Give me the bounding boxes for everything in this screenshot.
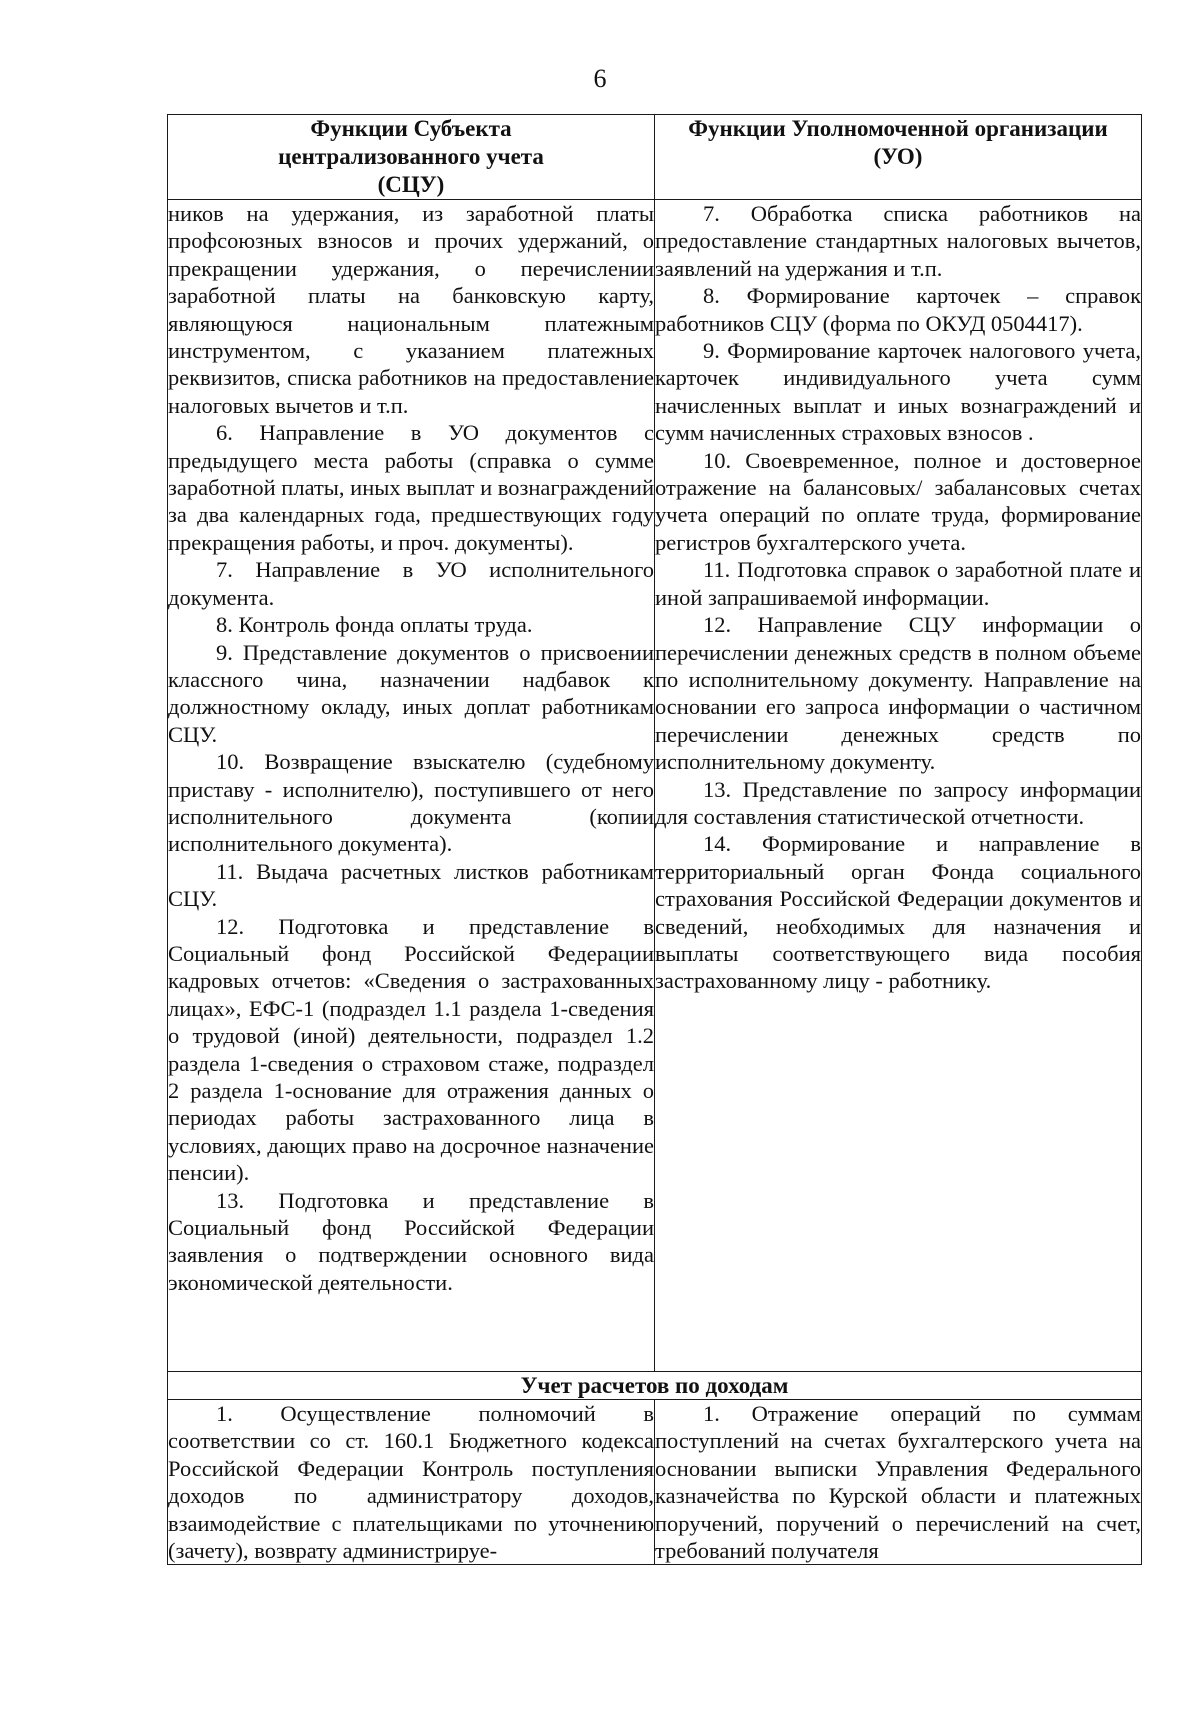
right-cell-income: [655, 1400, 1142, 1565]
left-paragraph: 13. Подготовка и представление в Социальный фонд Российской Федерации заявления о подтверждении основного вида экономической деятельности.: [168, 1187, 654, 1295]
table-row: [168, 1400, 1142, 1565]
header-left: [168, 115, 655, 200]
left-paragraph: 7. Направление в УО исполнительного документа.: [168, 557, 654, 610]
header-left-line: централизованного учета: [278, 144, 544, 169]
right-paragraph: 12. Направление СЦУ информации о перечислении денежных средств в полном объеме по исполнительному документу. Направление на основании его запроса информации о частичном перечислении денежных средств по исполнительному документу.: [655, 612, 1141, 775]
left-paragraph: 11. Выдача расчетных листков работникам СЦУ.: [168, 858, 654, 912]
section-title: Учет расчетов по доходам: [168, 1372, 1142, 1400]
right-paragraph: 13. Представление по запросу информации для составления статистической отчетности.: [655, 776, 1141, 829]
left-cell-payroll: [168, 200, 655, 1372]
header-right: [655, 115, 1142, 200]
header-left-line: Функции Субъекта: [310, 116, 512, 141]
left-paragraph: 6. Направление в УО документов с предыдущего места работы (справка о сумме заработной платы, иных выплат и вознаграждений за два календарных года, предшествующих году прекращения работы, и проч. документы).: [168, 420, 654, 555]
functions-table: [167, 114, 1142, 1565]
table-header-row: [168, 115, 1142, 200]
section-title-row: [168, 1372, 1142, 1400]
left-cell-income: [168, 1400, 655, 1565]
header-right-line: (УО): [873, 144, 923, 169]
left-paragraph: 1. Осуществление полномочий в соответствии со ст. 160.1 Бюджетного кодекса Российской Федерации Контроль поступления доходов по администратору доходов, взаимодействие с плательщиками по уточнению (зачету), возврату администрируе-: [168, 1401, 654, 1564]
right-paragraph: 10. Своевременное, полное и достоверное отражение на балансовых/ забалансовых счетах учета операций по оплате труда, формирование регистров бухгалтерского учета.: [655, 447, 1141, 555]
header-right-line: Функции Уполномоченной организации: [688, 116, 1108, 141]
right-paragraph: 7. Обработка списка работников на предоставление стандартных налоговых вычетов, заявлений на удержания и т.п.: [655, 201, 1141, 281]
left-paragraph: 9. Представление документов о присвоении классного чина, назначении надбавок к должностному окладу, иных доплат работникам СЦУ.: [168, 639, 654, 747]
right-paragraph: 8. Формирование карточек – справок работников СЦУ (форма по ОКУД 0504417).: [655, 283, 1141, 336]
right-paragraph: 14. Формирование и направление в территориальный орган Фонда социального страхования Российской Федерации документов и сведений, необходимых для назначения и выплаты соответствующего вида пособия застрахованному лицу - работнику.: [655, 831, 1141, 994]
right-paragraph: 11. Подготовка справок о заработной плате и иной запрашиваемой информации.: [655, 557, 1141, 610]
page-number: 6: [593, 64, 607, 93]
left-paragraph: 12. Подготовка и представление в Социальный фонд Российской Федерации кадровых отчетов: «Сведения о застрахованных лицах», ЕФС-1 (подраздел 1.1 раздела 1-сведения о трудовой (иной) деятельности, подраздел 1.2 раздела 1-сведения о страховом стаже, подраздел 2 раздела 1-основание для отражения данных о периодах работы застрахованного лица в условиях, дающих право на досрочное назначение пенсии).: [168, 913, 654, 1186]
left-paragraph: 8. Контроль фонда оплаты труда.: [216, 612, 533, 638]
left-paragraph: ников на удержания, из заработной платы профсоюзных взносов и прочих удержаний, о прекращении удержания, о перечислении заработной платы на банковскую карту, являющуюся национальным платежным инструментом, с указанием платежных реквизитов, списка работников на предоставление налоговых вычетов и т.п.: [168, 201, 654, 418]
right-paragraph: 1. Отражение операций по суммам поступлений на счетах бухгалтерского учета на основании выписки Управления Федерального казначейства по Курской области и платежных поручений, поручений о перечислений на счет, требований получателя: [655, 1401, 1141, 1564]
right-cell-payroll: [655, 200, 1142, 1372]
left-paragraph: 10. Возвращение взыскателю (судебному приставу - исполнителю), поступившего от него исполнительного документа (копии исполнительного документа).: [168, 749, 654, 857]
right-paragraph: 9. Формирование карточек налогового учета, карточек индивидуального учета сумм начисленных выплат и иных вознаграждений и сумм начисленных страховых взносов .: [655, 338, 1141, 446]
header-left-line: (СЦУ): [377, 172, 445, 197]
table-row: [168, 200, 1142, 1372]
